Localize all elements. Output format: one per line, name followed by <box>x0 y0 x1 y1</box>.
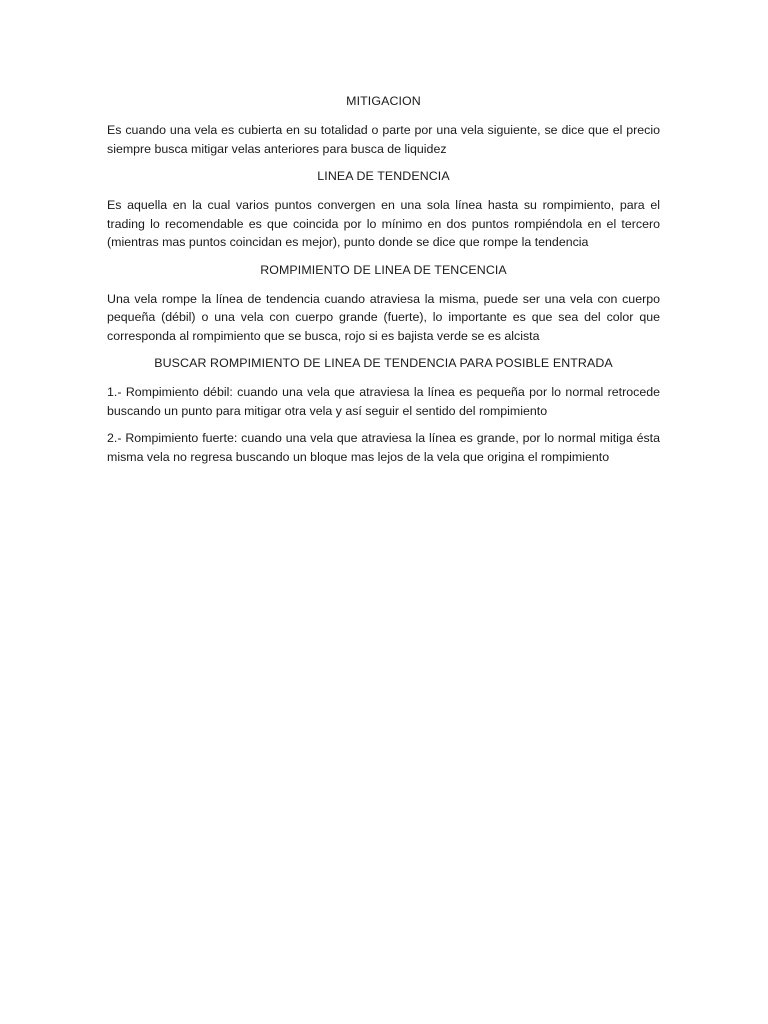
paragraph-rompimiento-debil: 1.- Rompimiento débil: cuando una vela que atraviesa la línea es pequeña por lo normal retrocede buscando un punto para mitigar otra vela y así seguir el sentido del rompimiento <box>107 385 660 418</box>
paragraph-rompimiento: Una vela rompe la línea de tendencia cuando atraviesa la misma, puede ser una vela con cuerpo pequeña (débil) o una vela con cuerpo grande (fuerte), lo importante es que sea del color que corresponda al rompimiento que se busca, rojo si es bajista verde se es alcista <box>107 291 660 343</box>
heading-mitigacion: MITIGACION <box>346 94 421 108</box>
heading-buscar-rompimiento: BUSCAR ROMPIMIENTO DE LINEA DE TENDENCIA PARA POSIBLE ENTRADA <box>154 356 613 370</box>
heading-rompimiento: ROMPIMIENTO DE LINEA DE TENCENCIA <box>260 262 507 277</box>
paragraph-rompimiento-fuerte: 2.- Rompimiento fuerte: cuando una vela que atraviesa la línea es grande, por lo normal mitiga ésta misma vela no regresa buscando un bloque mas lejos de la vela que origina el rompimiento <box>107 431 660 464</box>
heading-linea-de-tendencia: LINEA DE TENDENCIA <box>317 169 450 183</box>
paragraph-mitigacion: Es cuando una vela es cubierta en su totalidad o parte por una vela siguiente, se dice que el precio siempre busca mitigar velas anteriores para busca de liquidez <box>107 123 660 156</box>
paragraph-linea-de-tendencia: Es aquella en la cual varios puntos convergen en una sola línea hasta su rompimiento, para el trading lo recomendable es que coincida por lo mínimo en dos puntos rompiéndola en el tercero (mientras mas puntos coincidan es mejor), punto donde se dice que rompe la tendencia <box>107 198 660 249</box>
